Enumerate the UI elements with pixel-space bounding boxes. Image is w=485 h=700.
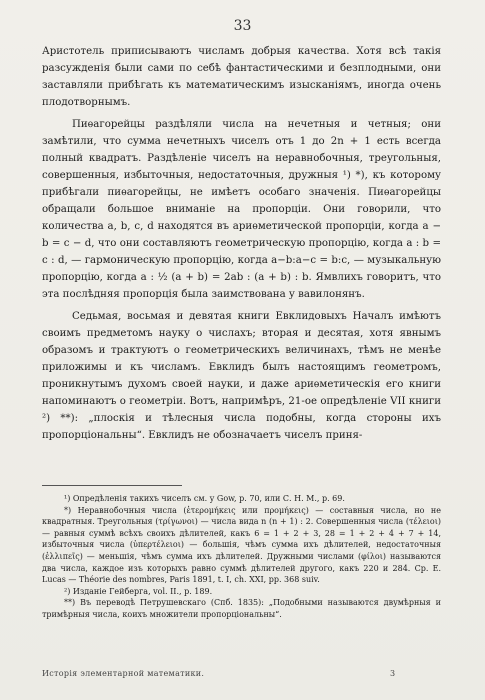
signature-mark: 3 [390, 669, 396, 678]
paragraph: Седьмая, восьмая и девятая книги Евклидовыхъ Началъ имѣютъ своимъ предметомъ науку о числахъ; вторая и десятая, хотя явнымъ образомъ и трактуютъ о геометрическихъ величинахъ, тѣмъ не менѣе приложимы и къ числамъ. Евклидъ былъ настоящимъ геометромъ, проникнутымъ духомъ своей науки, и даже ариѳметическія его книги напоминаютъ о геометріи. Вотъ, напримѣръ, 21-ое опредѣленіе VII книги ²) **): „плоскія и тѣлесныя числа подобны, когда стороны ихъ пропорціональны“. Евклидъ не обозначаетъ чиселъ приня- [42, 311, 441, 441]
footnote: **) Въ переводѣ Петрушевскаго (Спб. 1835): „Подобными называются двумѣрныя и тримѣрныя числа, коихъ множители пропорціональны“. [42, 598, 441, 619]
paragraph: Аристотель приписываютъ числамъ добрыя качества. Хотя всѣ такія разсужденія были сами по себѣ фантастическими и безплодными, они заставляли прибѣгать къ математическимъ изысканіямъ, иногда очень плодотворнымъ. [42, 46, 441, 108]
paragraph: Пиѳагорейцы раздѣляли числа на нечетныя и четныя; они замѣтили, что сумма нечетныхъ чиселъ отъ 1 до 2n + 1 есть всегда полный квадратъ. Раздѣленіе чиселъ на неравнобочныя, треугольныя, совершенныя, избыточныя, недостаточныя, дружныя ¹) *), къ которому прибѣгали пиѳагорейцы, не имѣетъ особаго значенія. Пиѳагорейцы обращали большое вниманіе на пропорціи. Они говорили, что количества a, b, c, d находятся въ ариѳметической пропорціи, когда a − b = c − d, что они составляютъ геометрическую пропорцію, когда a : b = c : d, — гармоническую пропорцію, когда a−b:a−c = b:c, — музыкальную пропорцію, когда a : ½ (a + b) = 2ab : (a + b) : b. Ямвлихъ говоритъ, что эта послѣдняя пропорція была заимствована у вавилонянъ. [42, 119, 441, 300]
footnote: *) Неравнобочныя числа (ἑτερομήκεις или προμήκεις) — составныя числа, но не квадратныя. Треугольныя (τρίγωνοι) — числа вида n (n + 1) : 2. Совершенныя числа (τέλειοι) — равныя суммѣ всѣхъ своихъ дѣлителей, какъ 6 = 1 + 2 + 3, 28 = 1 + 2 + 4 + 7 + 14, избыточныя числа (ὑπερτέλειοι) — большія, чѣмъ сумма ихъ дѣлителей, недостаточныя (ἐλλιπεῖς) — меньшія, чѣмъ сумма ихъ дѣлителей. Дружными числами (φίλοι) называются два числа, каждое изъ которыхъ равно суммѣ дѣлителей другого, какъ 220 и 284. Ср. E. Lucas — Théorie des nombres, Paris 1891, t. I, ch. XXI, pp. 368 suiv. [42, 505, 441, 585]
footer-title: Исторія элементарной математики. [42, 669, 205, 678]
page-number: 33 [233, 18, 252, 34]
footnote: ²) Изданіе Гейберга, vol. II., p. 189. [64, 586, 213, 596]
footnotes [42, 493, 441, 621]
main-text [42, 43, 441, 444]
footnote-separator [42, 485, 182, 486]
footnote: ¹) Опредѣленія такихъ чиселъ см. у Gow, p. 70, или С. Н. М., p. 69. [64, 494, 345, 503]
